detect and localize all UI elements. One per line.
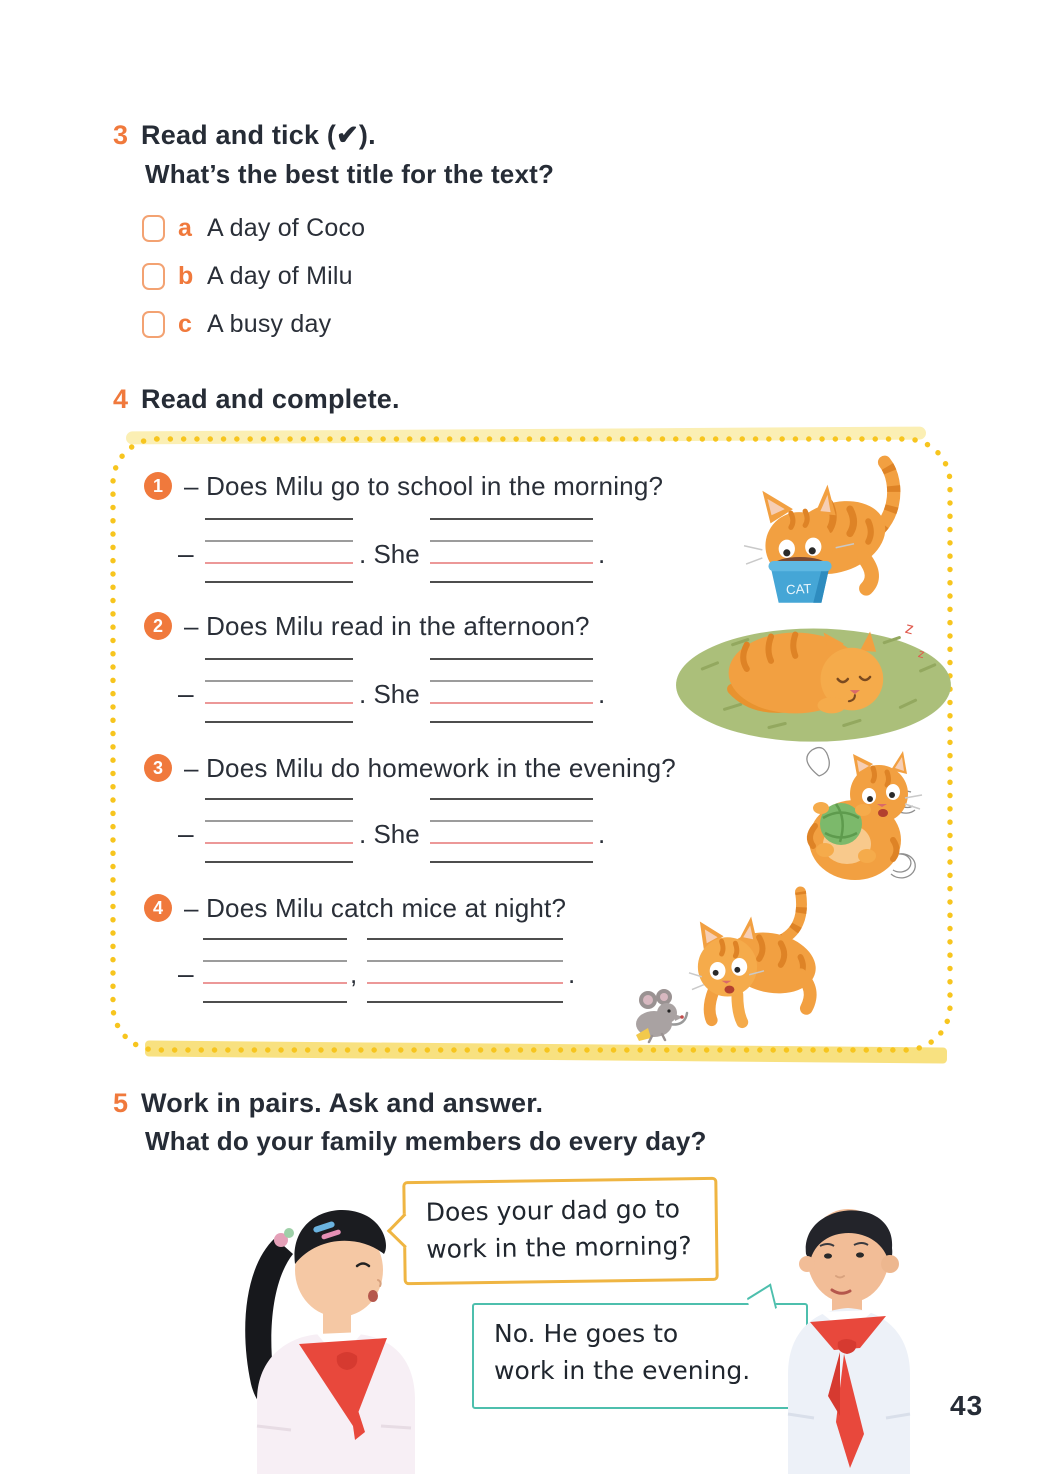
section-5-number: 5 <box>113 1088 129 1118</box>
answer-1-dash: – <box>178 538 194 569</box>
answer-3-dash: – <box>178 818 194 849</box>
answer-4-separator: , <box>350 959 358 989</box>
question-2-text: – Does Milu read in the afternoon? <box>184 611 590 641</box>
answer-1-row <box>178 518 658 586</box>
section-4-title: Read and complete. <box>141 384 400 414</box>
answer-2-blank-2[interactable] <box>430 658 593 723</box>
answer-bubble-line2: work in the evening. <box>494 1356 751 1385</box>
answer-3-separator: . She <box>359 819 420 849</box>
answer-4-dash: – <box>178 958 194 989</box>
answer-2-dash: – <box>178 678 194 709</box>
option-c-row <box>142 309 331 339</box>
section-4-number: 4 <box>113 384 129 414</box>
answer-4-row <box>178 938 658 1006</box>
cat-eating-illustration <box>742 448 910 616</box>
option-b-text: A day of Milu <box>207 261 353 290</box>
option-a-row <box>142 213 365 243</box>
section-3-subtitle: What’s the best title for the text? <box>145 159 555 189</box>
section-4-header <box>113 384 400 414</box>
question-3 <box>144 752 844 784</box>
section-3-number: 3 <box>113 120 129 150</box>
boy-student-photo <box>760 1182 938 1474</box>
option-b-checkbox[interactable] <box>142 263 165 290</box>
answer-3-row <box>178 798 658 866</box>
question-1-text: – Does Milu go to school in the morning? <box>184 471 664 501</box>
answer-bubble-line1: No. He goes to <box>494 1319 679 1348</box>
answer-3-blank-2[interactable] <box>430 798 593 863</box>
section-3-title: Read and tick (✔). <box>141 120 376 150</box>
sleep-z-icon: z <box>916 646 927 662</box>
cat-pouncing-illustration <box>688 884 836 1032</box>
answer-2-separator: . She <box>359 679 420 709</box>
answer-1-blank-2[interactable] <box>430 518 593 583</box>
option-b-letter: b <box>178 261 194 290</box>
option-c-checkbox[interactable] <box>142 311 165 338</box>
answer-4-blank-2[interactable] <box>367 938 563 1003</box>
answer-1-terminator: . <box>598 539 606 569</box>
question-1-badge: 1 <box>144 472 172 500</box>
question-4-badge: 4 <box>144 894 172 922</box>
cat-sleeping-illustration <box>672 606 960 748</box>
option-c-letter: c <box>178 309 192 338</box>
question-1 <box>144 470 844 502</box>
answer-2-blank-1[interactable] <box>205 658 353 723</box>
mouse-illustration <box>616 984 690 1044</box>
section-3-header <box>113 120 376 150</box>
option-a-checkbox[interactable] <box>142 215 165 242</box>
section-5-header <box>113 1088 543 1118</box>
answer-1-separator: . She <box>359 539 420 569</box>
answer-2-terminator: . <box>598 679 606 709</box>
answer-3-blank-1[interactable] <box>205 798 353 863</box>
question-bubble-line2: work in the morning? <box>426 1231 692 1264</box>
answer-3-terminator: . <box>598 819 606 849</box>
question-speech-bubble <box>402 1177 718 1285</box>
option-b-row <box>142 261 353 291</box>
question-4-text: – Does Milu catch mice at night? <box>184 893 567 923</box>
cat-playing-illustration <box>775 746 935 901</box>
sleep-z-icon: z <box>903 618 916 639</box>
page-number: 43 <box>950 1390 984 1421</box>
question-2-badge: 2 <box>144 612 172 640</box>
answer-4-blank-1[interactable] <box>203 938 347 1003</box>
section-5-title: Work in pairs. Ask and answer. <box>141 1088 544 1118</box>
question-3-text: – Does Milu do homework in the evening? <box>184 753 676 783</box>
cat-bowl-label: CAT <box>785 580 812 598</box>
answer-4-terminator: . <box>568 959 576 989</box>
option-a-text: A day of Coco <box>207 213 366 242</box>
answer-speech-bubble <box>472 1303 808 1409</box>
option-a-letter: a <box>178 213 192 242</box>
option-c-text: A busy day <box>207 309 332 338</box>
answer-2-row <box>178 658 658 726</box>
question-bubble-line1: Does your dad go to <box>425 1194 681 1227</box>
section-5-subtitle: What do your family members do every day? <box>145 1126 707 1156</box>
question-3-badge: 3 <box>144 754 172 782</box>
answer-1-blank-1[interactable] <box>205 518 353 583</box>
